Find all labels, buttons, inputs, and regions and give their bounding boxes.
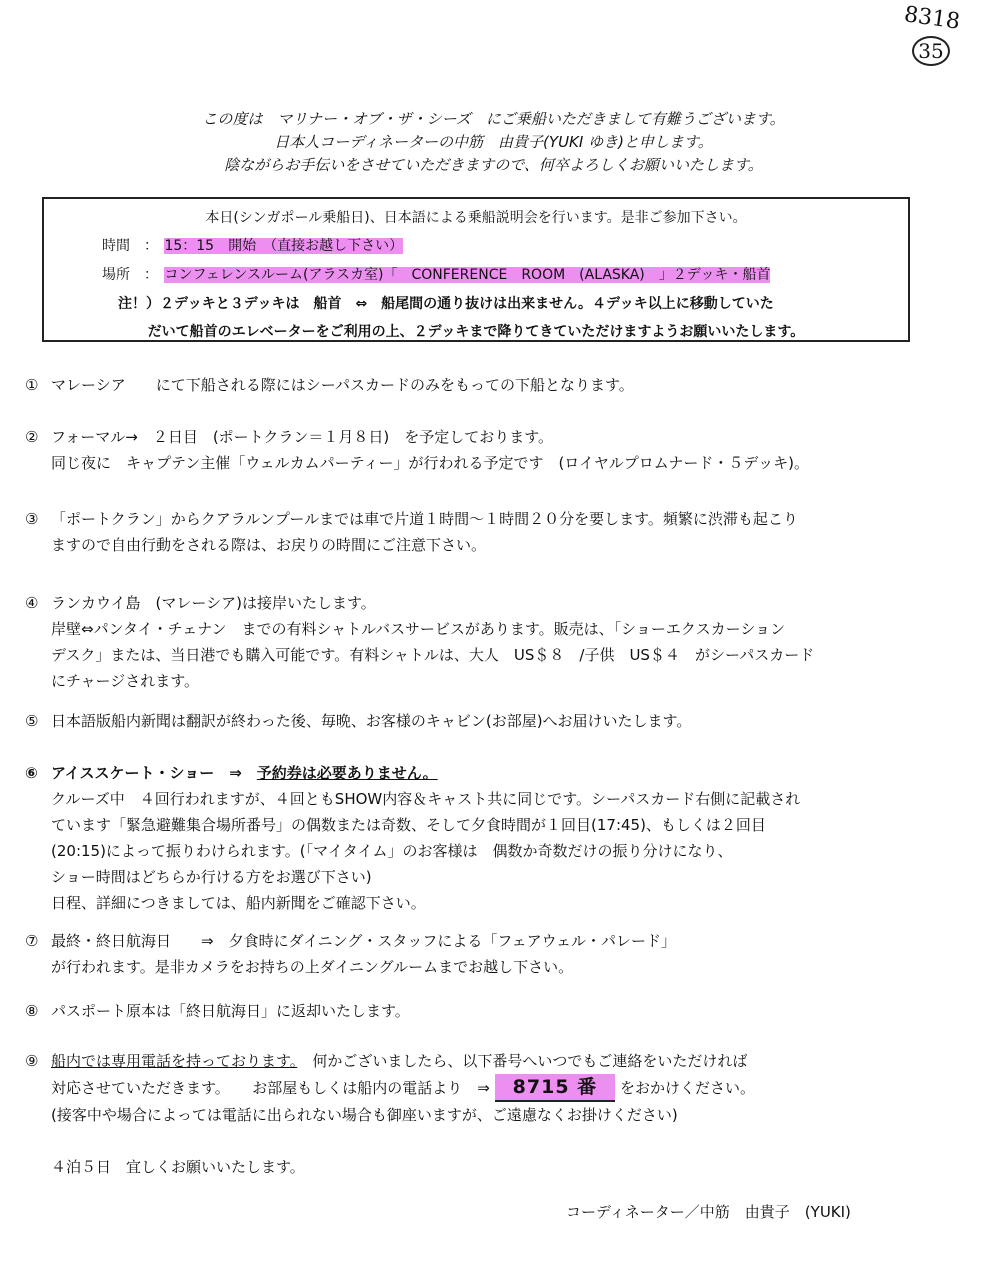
list-item (25, 372, 634, 398)
list-item (25, 424, 809, 476)
list-item (25, 1048, 755, 1128)
list-item (25, 708, 691, 734)
item-text: にチャージされます。 (51, 672, 200, 690)
list-item (25, 590, 814, 694)
item-text: パスポート原本は「終日航海日」に返却いたします。 (51, 1002, 410, 1020)
place-label: 場所 ： (102, 267, 158, 283)
item-number: ① (25, 376, 39, 394)
signature: コーディネーター／中筋 由貴子 (YUKI) (566, 1203, 851, 1221)
item-text: 日本語版船内新聞は翻訳が終わった後、毎晩、お客様のキャビン(お部屋)へお届けいたします。 (51, 712, 692, 730)
time-label: 時間 ： (102, 238, 158, 254)
deck-note-line1: 注！）２デッキと３デッキは 船首 ⇔ 船尾間の通り抜けは出来ません。４デッキ以上に移動していた (118, 296, 774, 312)
item-text: 岸壁⇔パンタイ・チェナン までの有料シャトルバスサービスがあります。販売は、「ショーエクスカーション (51, 620, 786, 638)
orientation-place (102, 264, 770, 284)
place-value: コンフェレンスルーム(アラスカ室)「 CONFERENCE ROOM (ALASKA) 」２デッキ・船首 (164, 267, 771, 283)
item-text-emphasis: 船内では専用電話を持っております。 (51, 1052, 298, 1070)
item-text: デスク」または、当日港でも購入可能です。有料シャトルは、大人 US＄８ /子供 US＄４ がシーパスカード (51, 646, 815, 664)
item-text: 「ポートクラン」からクアラルンプールまでは車で片道１時間～１時間２０分を要します。頻繁に渋滞も起こり (51, 510, 798, 528)
item-text: (接客中や場合によっては電話に出られない場合も御座いますが、ご遠慮なくお掛けください) (51, 1106, 678, 1124)
item-title: アイススケート・ショー ⇒ (51, 764, 257, 782)
item-text: 日程、詳細につきましては、船内新聞をご確認下さい。 (51, 894, 426, 912)
intro-line: 陰ながらお手伝いをさせていただきますので、何卒よろしくお願いいたします。 (224, 156, 763, 174)
item-number: ⑨ (25, 1052, 39, 1070)
list-item (25, 506, 798, 558)
item-text: をおかけください。 (619, 1079, 755, 1097)
item-text: ています「緊急避難集合場所番号」の偶数または奇数、そして夕食時間が１回目(17:45)、もしくは２回目 (51, 816, 766, 834)
item-number: ④ (25, 594, 39, 612)
intro-line: 日本人コーディネーターの中筋 由貴子(YUKI ゆき)と申します。 (274, 133, 713, 151)
orientation-notice-box (42, 197, 910, 342)
orientation-announcement: 本日(シンガポール乗船日)、日本語による乗船説明会を行います。是非ご参加下さい。 (205, 210, 747, 226)
orientation-time (102, 235, 403, 255)
item-text: マレーシア にて下船される際にはシーパスカードのみをもっての下船となります。 (51, 376, 634, 394)
handwritten-number: 8318 (902, 2, 962, 35)
item-text: フォーマル→ ２日目 (ポートクラン＝１月８日) を予定しております。 (51, 428, 554, 446)
phone-number: 8715 番 (495, 1074, 616, 1102)
intro-greeting (0, 108, 987, 177)
item-text: 同じ夜に キャプテン主催「ウェルカムパーティー」が行われる予定です (ロイヤルプロムナード・５デッキ)。 (51, 454, 809, 472)
closing-text: ４泊５日 宜しくお願いいたします。 (51, 1158, 305, 1176)
item-text: ランカウイ島 (マレーシア)は接岸いたします。 (51, 594, 376, 612)
item-number: ⑥ (25, 764, 38, 782)
handwritten-circled-number: 35 (912, 36, 950, 66)
intro-line: この度は マリナー・オブ・ザ・シーズ にご乗船いただきまして有難うございます。 (202, 110, 785, 128)
list-item (25, 928, 676, 980)
item-text: クルーズ中 ４回行われますが、４回ともSHOW内容＆キャスト共に同じです。シーパスカード右側に記載され (51, 790, 801, 808)
list-item (25, 998, 410, 1024)
item-text: 対応させていただきます。 お部屋もしくは船内の電話より ⇒ (51, 1079, 490, 1097)
item-text: 何かございましたら、以下番号へいつでもご連絡をいただければ (297, 1052, 748, 1070)
time-value: 15：15 開始 （直接お越し下さい） (164, 238, 404, 254)
handwritten-note (900, 2, 970, 68)
closing-line (25, 1154, 305, 1180)
item-number: ② (25, 428, 39, 446)
item-text: ますので自由行動をされる際は、お戻りの時間にご注意下さい。 (51, 536, 487, 554)
item-number: ⑧ (25, 1002, 39, 1020)
item-text: ショー時間はどちらか行ける方をお選び下さい) (51, 868, 372, 886)
item-text: (20:15)によって振りわけられます。(「マイタイム」のお客様は 偶数か奇数だけの振り分けになり、 (51, 842, 733, 860)
item-number: ③ (25, 510, 39, 528)
item-title-emphasis: 予約券は必要ありません。 (256, 764, 438, 782)
deck-note-line2: だいて船首のエレベーターをご利用の上、２デッキまで降りてきていただけますようお願いいたします。 (147, 324, 805, 340)
item-number: ⑦ (25, 932, 39, 950)
item-text: が行われます。是非カメラをお持ちの上ダイニングルームまでお越し下さい。 (51, 958, 574, 976)
list-item (25, 760, 800, 916)
item-text: 最終・終日航海日 ⇒ 夕食時にダイニング・スタッフによる「フェアウェル・パレード」 (51, 932, 677, 950)
item-number: ⑤ (25, 712, 39, 730)
item-phone-line (25, 1074, 755, 1102)
